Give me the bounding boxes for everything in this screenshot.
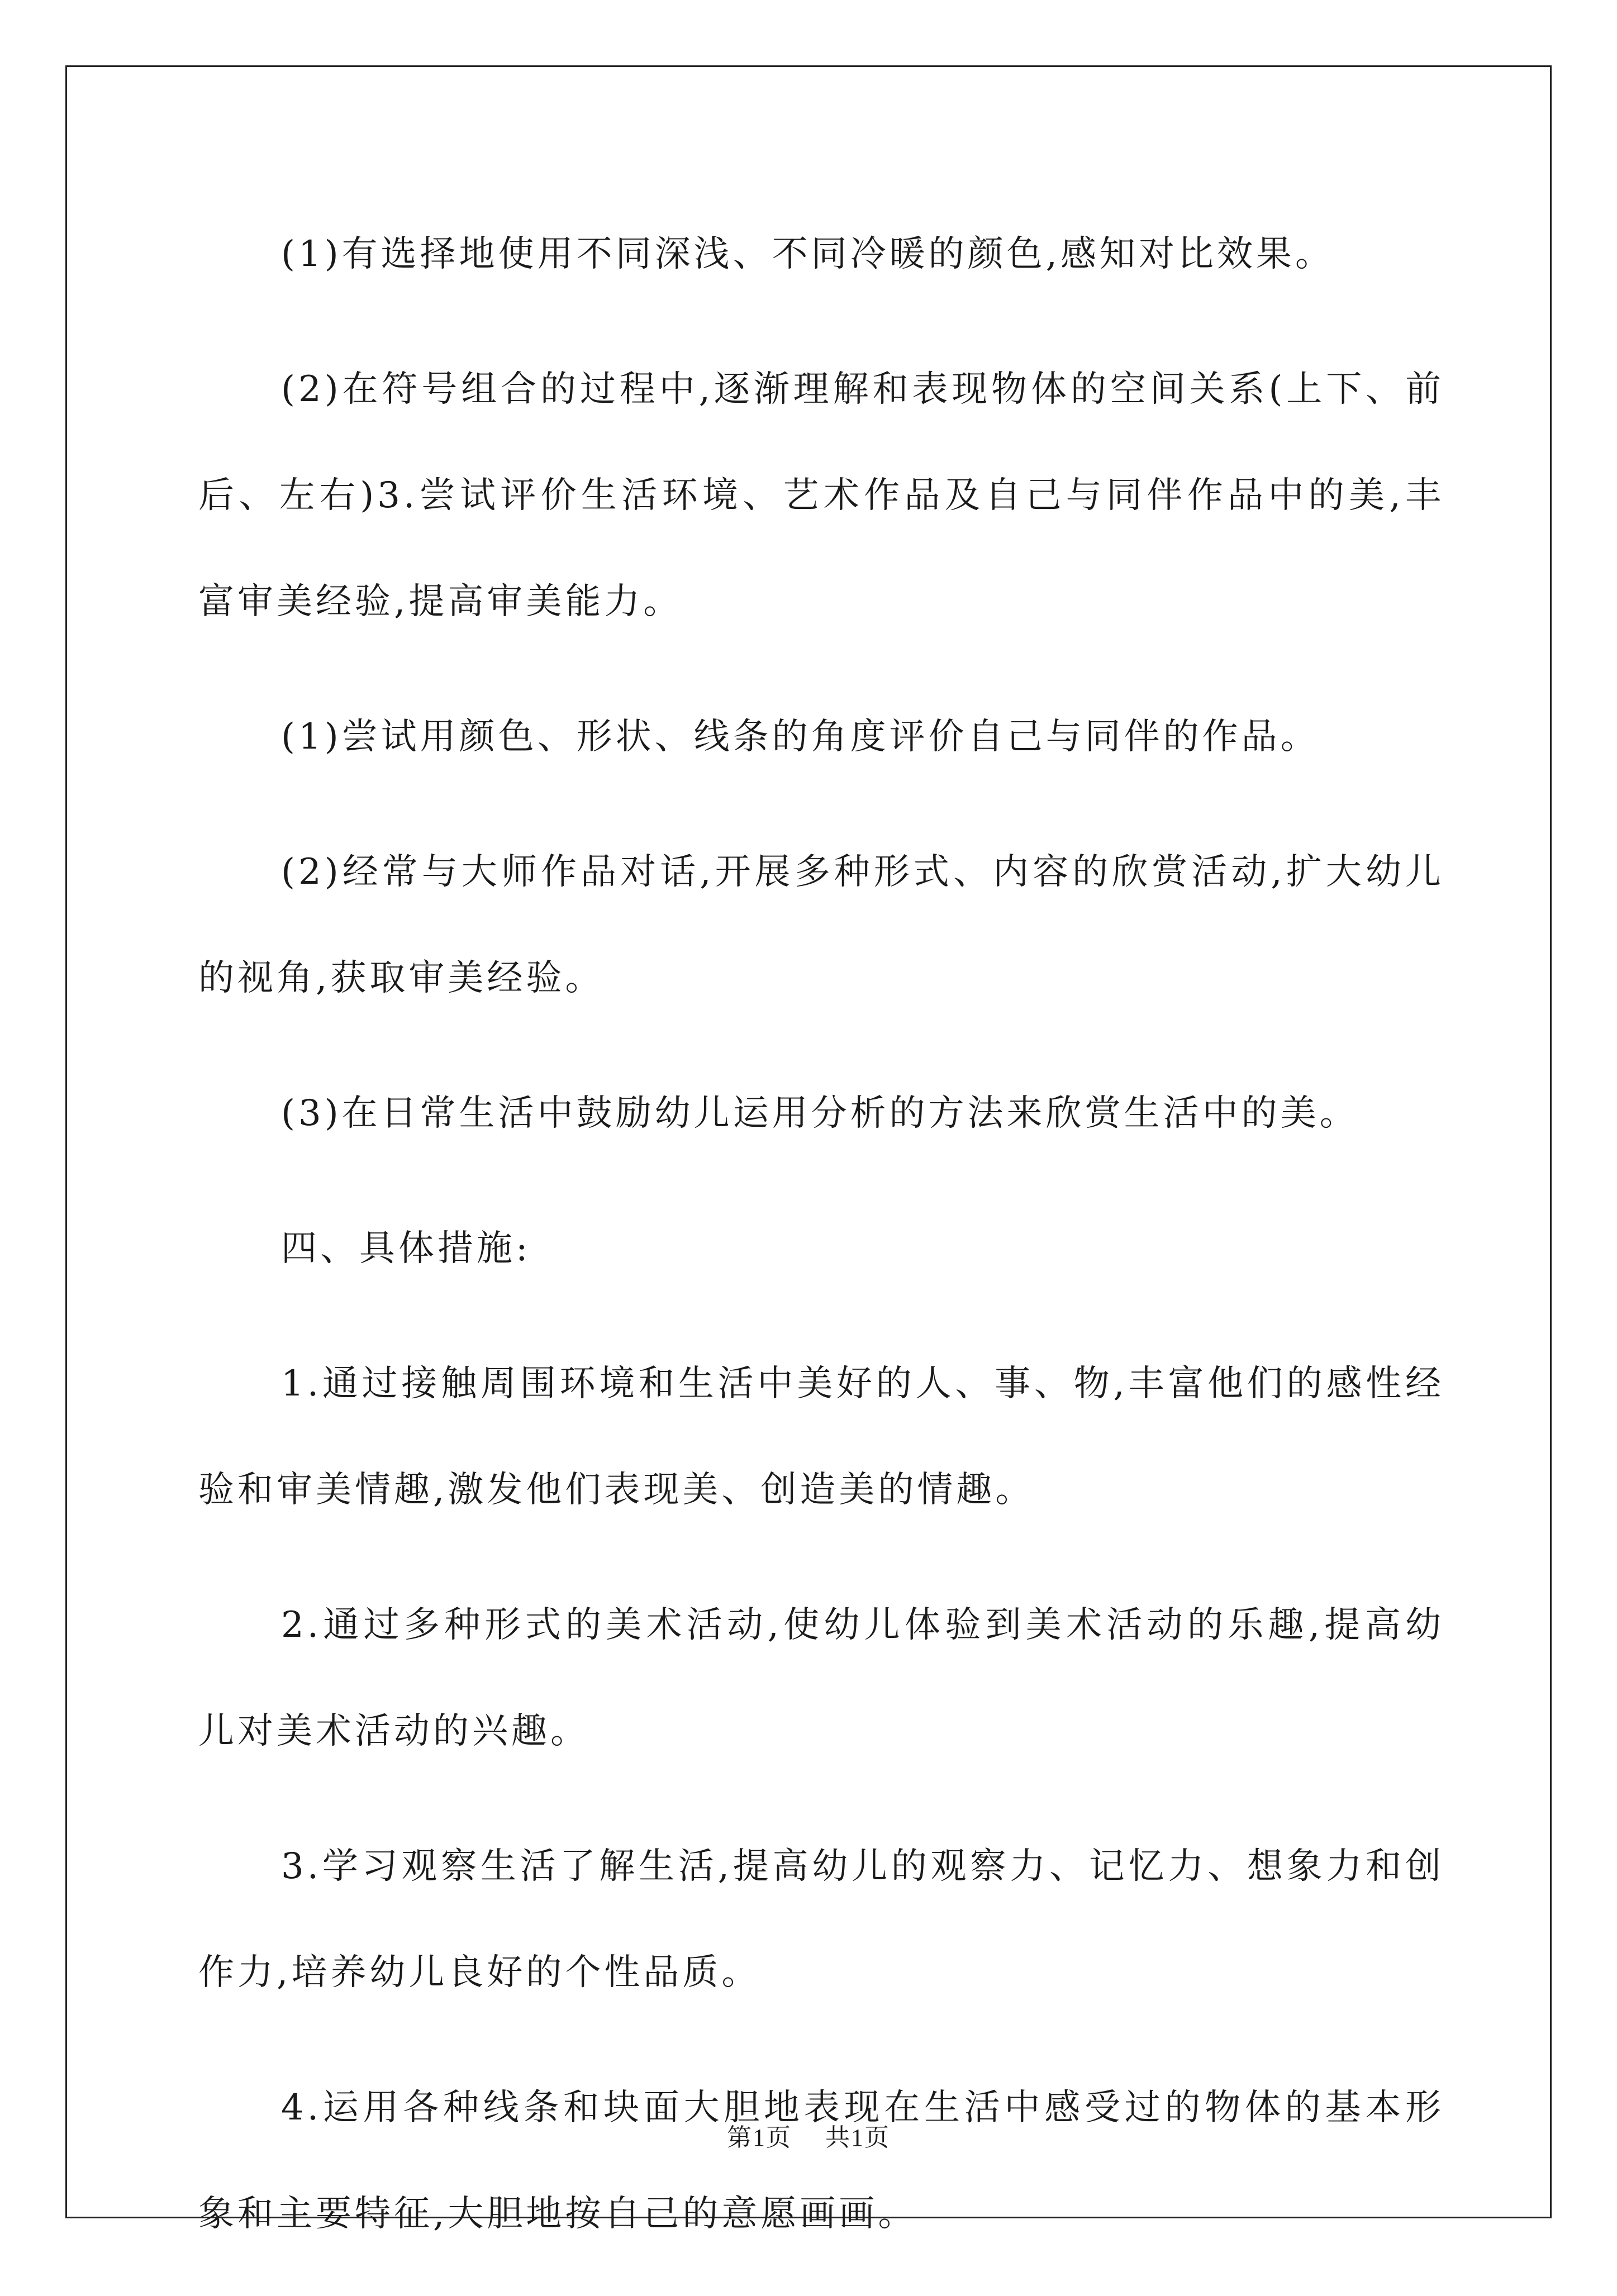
paragraph: 4.运用各种线条和块面大胆地表现在生活中感受过的物体的基本形象和主要特征,大胆地按自己的意愿画画。: [198, 2087, 1444, 2235]
paragraph: 2.通过多种形式的美术活动,使幼儿体验到美术活动的乐趣,提高幼儿对美术活动的兴趣。: [198, 1604, 1444, 1752]
paragraph: (1)有选择地使用不同深浅、不同冷暖的颜色,感知对比效果。: [281, 234, 1334, 275]
page-number-current: 第1页: [727, 2124, 792, 2151]
paragraph: (2)在符号组合的过程中,逐渐理解和表现物体的空间关系(上下、前后、左右)3.尝试评价生活环境、艺术作品及自己与同伴作品中的美,丰富审美经验,提高审美能力。: [198, 369, 1444, 622]
document-body: [198, 201, 1444, 2296]
page-footer: [0, 2117, 1617, 2153]
paragraph: (3)在日常生活中鼓励幼儿运用分析的方法来欣赏生活中的美。: [281, 1093, 1359, 1134]
paragraph: 1.通过接触周围环境和生活中美好的人、事、物,丰富他们的感性经验和审美情趣,激发他们表现美、创造美的情趣。: [198, 1363, 1444, 1511]
page-number-total: 共1页: [825, 2124, 890, 2151]
paragraph: 3.学习观察生活了解生活,提高幼儿的观察力、记忆力、想象力和创作力,培养幼儿良好的个性品质。: [198, 1846, 1444, 1993]
paragraph: (1)尝试用颜色、形状、线条的角度评价自己与同伴的作品。: [281, 716, 1320, 758]
section-heading: 四、具体措施:: [281, 1228, 531, 1269]
paragraph: (2)经常与大师作品对话,开展多种形式、内容的欣赏活动,扩大幼儿的视角,获取审美经验。: [198, 851, 1444, 999]
